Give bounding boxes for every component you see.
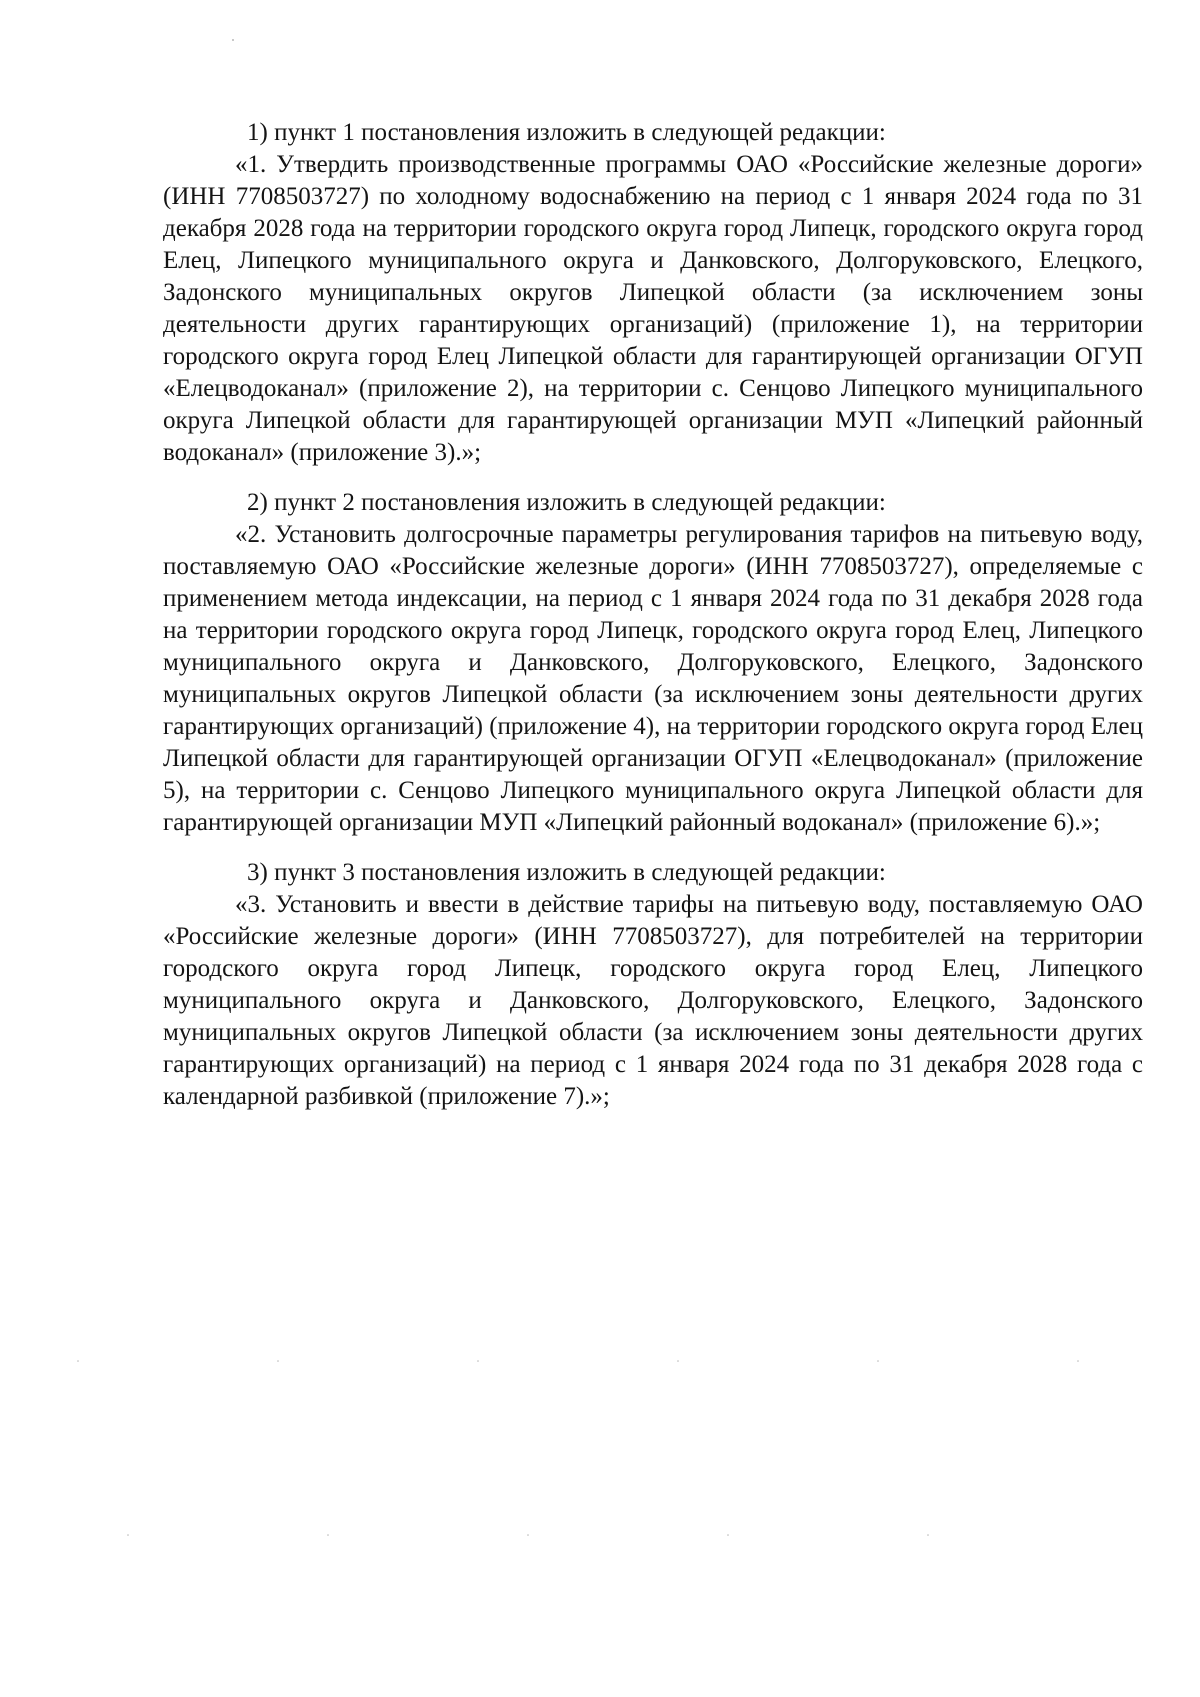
amendment-section-2 bbox=[163, 487, 1143, 839]
amendment-text: «1. Утвердить производственные программы ОАО «Российские железные дороги» (ИНН 7708503727) по холодному водоснабжению на период с 1 января 2024 года по 31 декабря 2028 года на территории городского округа город Липецк, городского округа город Елец, Липецкого муниципального округа и Данковского, Долгоруковского, Елецкого, Задонского муниципальных округов Липецкой области (за исключением зоны деятельности других гарантирующих организаций) (приложение 1), на территории городского округа город Елец Липецкой области для гарантирующей организации ОГУП «Елецводоканал» (приложение 2), на территории с. Сенцово Липецкого муниципального округа Липецкой области для гарантирующей организации МУП «Липецкий районный водоканал» (приложение 3).»; bbox=[163, 151, 1143, 466]
scan-speck bbox=[727, 1534, 729, 1536]
amendment-section-3 bbox=[163, 857, 1143, 1113]
scan-speck bbox=[927, 1534, 929, 1536]
amendment-text: «3. Установить и ввести в действие тарифы на питьевую воду, поставляемую ОАО «Российские железные дороги» (ИНН 7708503727), для потребителей на территории городского округа город Липецк, городского округа город Елец, Липецкого муниципального округа и Данковского, Долгоруковского, Елецкого, Задонского муниципальных округов Липецкой области (за исключением зоны деятельности других гарантирующих организаций) на период с 1 января 2024 года по 31 декабря 2028 года с календарной разбивкой (приложение 7).»; bbox=[163, 891, 1143, 1110]
scan-speck bbox=[77, 1360, 79, 1362]
scan-speck bbox=[477, 1360, 479, 1362]
scan-speck bbox=[877, 1360, 879, 1362]
scan-speck bbox=[127, 1534, 129, 1536]
scan-speck bbox=[527, 1534, 529, 1536]
scan-speck bbox=[677, 1360, 679, 1362]
amendment-heading: 1) пункт 1 постановления изложить в следующей редакции: bbox=[247, 119, 886, 146]
amendment-heading: 3) пункт 3 постановления изложить в следующей редакции: bbox=[247, 859, 886, 886]
scan-speck bbox=[327, 1534, 329, 1536]
scan-speck bbox=[232, 39, 234, 41]
amendment-heading: 2) пункт 2 постановления изложить в следующей редакции: bbox=[247, 489, 886, 516]
amendment-text: «2. Установить долгосрочные параметры регулирования тарифов на питьевую воду, поставляемую ОАО «Российские железные дороги» (ИНН 7708503727), определяемые с применением метода индексации, на период с 1 января 2024 года по 31 декабря 2028 года на территории городского округа город Липецк, городского округа город Елец, Липецкого муниципального округа и Данковского, Долгоруковского, Елецкого, Задонского муниципальных округов Липецкой области (за исключением зоны деятельности других гарантирующих организаций) (приложение 4), на территории городского округа город Елец Липецкой области для гарантирующей организации ОГУП «Елецводоканал» (приложение 5), на территории с. Сенцово Липецкого муниципального округа Липецкой области для гарантирующей организации МУП «Липецкий районный водоканал» (приложение 6).»; bbox=[163, 521, 1143, 836]
scan-speck bbox=[1077, 1360, 1079, 1362]
scan-speck bbox=[277, 1360, 279, 1362]
amendment-section-1 bbox=[163, 117, 1143, 469]
document-page bbox=[163, 117, 1143, 1113]
